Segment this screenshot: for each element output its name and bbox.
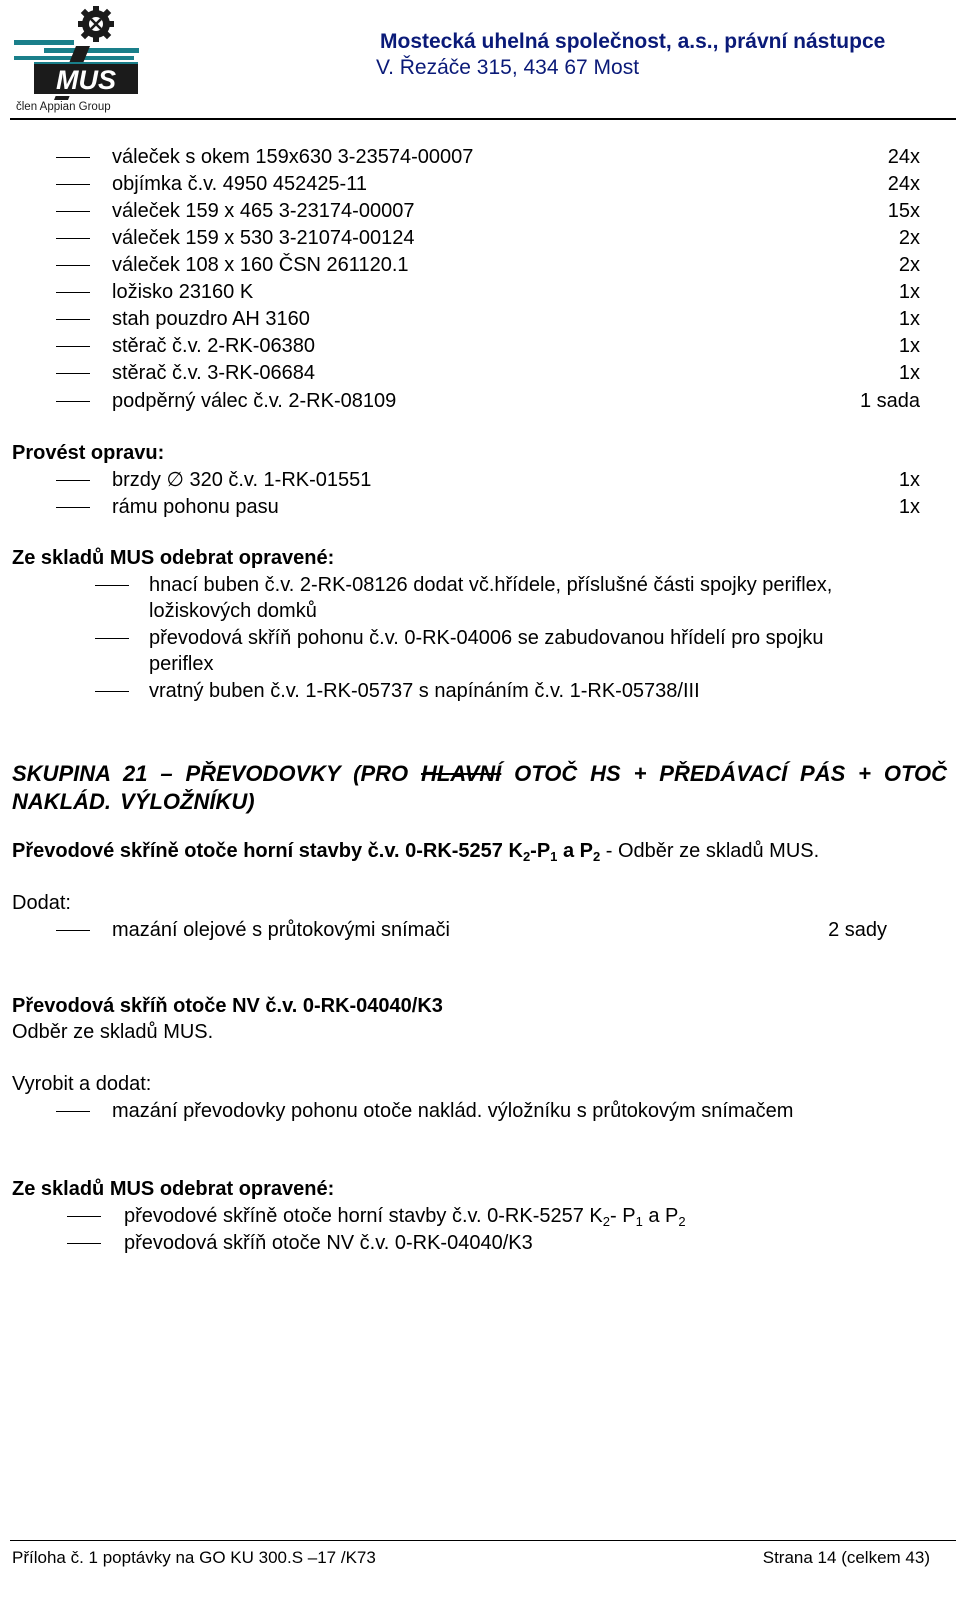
list-item: stěrač č.v. 3-RK-06684 1x [0,360,960,386]
list-item: váleček 159 x 530 3-21074-00124 2x [0,225,960,251]
footer-divider [10,1540,956,1541]
gearbox-title: Převodová skříň otoče NV č.v. 0-RK-04040/K3 [12,995,443,1017]
make-heading: Vyrobit a dodat: [12,1073,152,1095]
logo-text: MUS [56,65,116,95]
list-item: převodová skříň otoče NV č.v. 0-RK-04040/K3 [0,1230,960,1256]
gearbox-note: Odběr ze skladů MUS. [12,1021,214,1043]
list-item: rámu pohonu pasu 1x [0,494,960,520]
dash-bullet [56,292,90,293]
dash-bullet [56,238,90,239]
dash-bullet [56,930,90,931]
list-item: stěrač č.v. 2-RK-06380 1x [0,333,960,359]
list-item-continuation: periflex [149,653,214,675]
header-divider [10,118,956,120]
footer-page-number: Strana 14 (celkem 43) [762,1548,930,1567]
list-item: stah pouzdro AH 3160 1x [0,306,960,332]
section-title: SKUPINA 21 – PŘEVODOVKY (PRO HLAVNÍ OTOČ HS + PŘEDÁVACÍ PÁS + OTOČ NAKLÁD. VÝLOŽNÍKU) [12,761,947,814]
list-item: mazání převodovky pohonu otoče naklád. výložníku s průtokovým snímačem [0,1098,960,1124]
dash-bullet [95,691,129,692]
page-header [0,0,960,125]
dash-bullet [56,346,90,347]
dash-bullet [56,507,90,508]
stock-heading: Ze skladů MUS odebrat opravené: [12,547,335,569]
dash-bullet [56,401,90,402]
dash-bullet [56,480,90,481]
logo-subtext: člen Appian Group [16,101,111,113]
list-item: objímka č.v. 4950 452425-11 24x [0,171,960,197]
company-logo [14,4,144,114]
footer-document-ref: Příloha č. 1 poptávky na GO KU 300.S –17 /K73 [12,1548,376,1567]
dash-bullet [56,184,90,185]
repair-heading: Provést opravu: [12,442,165,464]
gearbox-line: Převodové skříně otoče horní stavby č.v. 0-RK-5257 $K_2-P_1$ a $P_2$ - Odběr ze skladů MUS. [12,840,820,864]
dash-bullet [56,265,90,266]
company-name: Mostecká uhelná společnost, a.s., právní nástupce [380,30,886,53]
company-address: V. Řezáče 315, 434 67 Most [376,56,640,79]
dash-bullet [56,1111,90,1112]
list-item: podpěrný válec č.v. 2-RK-08109 1 sada [0,388,960,414]
list-item-continuation: ložiskových domků [149,600,317,622]
list-item: převodové skříně otoče horní stavby č.v. 0-RK-5257 $K_2-$ $P_1$ a $P_2$ [0,1203,960,1229]
dash-bullet [56,319,90,320]
stock-heading: Ze skladů MUS odebrat opravené: [12,1178,335,1200]
dash-bullet [95,585,129,586]
dash-bullet [95,638,129,639]
list-item: hnací buben č.v. 2-RK-08126 dodat vč.hřídele, příslušné části spojky periflex, [0,572,960,598]
list-item: ložisko 23160 K 1x [0,279,960,305]
dash-bullet [56,157,90,158]
list-item: vratný buben č.v. 1-RK-05737 s napínáním č.v. 1-RK-05738/III [0,678,960,704]
dash-bullet [67,1216,101,1217]
list-item: váleček 108 x 160 ČSN 261120.1 2x [0,252,960,278]
list-item: váleček s okem 159x630 3-23574-00007 24x [0,144,960,170]
dash-bullet [56,211,90,212]
supply-heading: Dodat: [12,892,71,914]
dash-bullet [67,1243,101,1244]
list-item: brzdy ∅ 320 č.v. 1-RK-01551 1x [0,467,960,493]
list-item: mazání olejové s průtokovými snímači 2 sady [0,917,960,943]
list-item: převodová skříň pohonu č.v. 0-RK-04006 se zabudovanou hřídelí pro spojku [0,625,960,651]
list-item: váleček 159 x 465 3-23174-00007 15x [0,198,960,224]
dash-bullet [56,373,90,374]
